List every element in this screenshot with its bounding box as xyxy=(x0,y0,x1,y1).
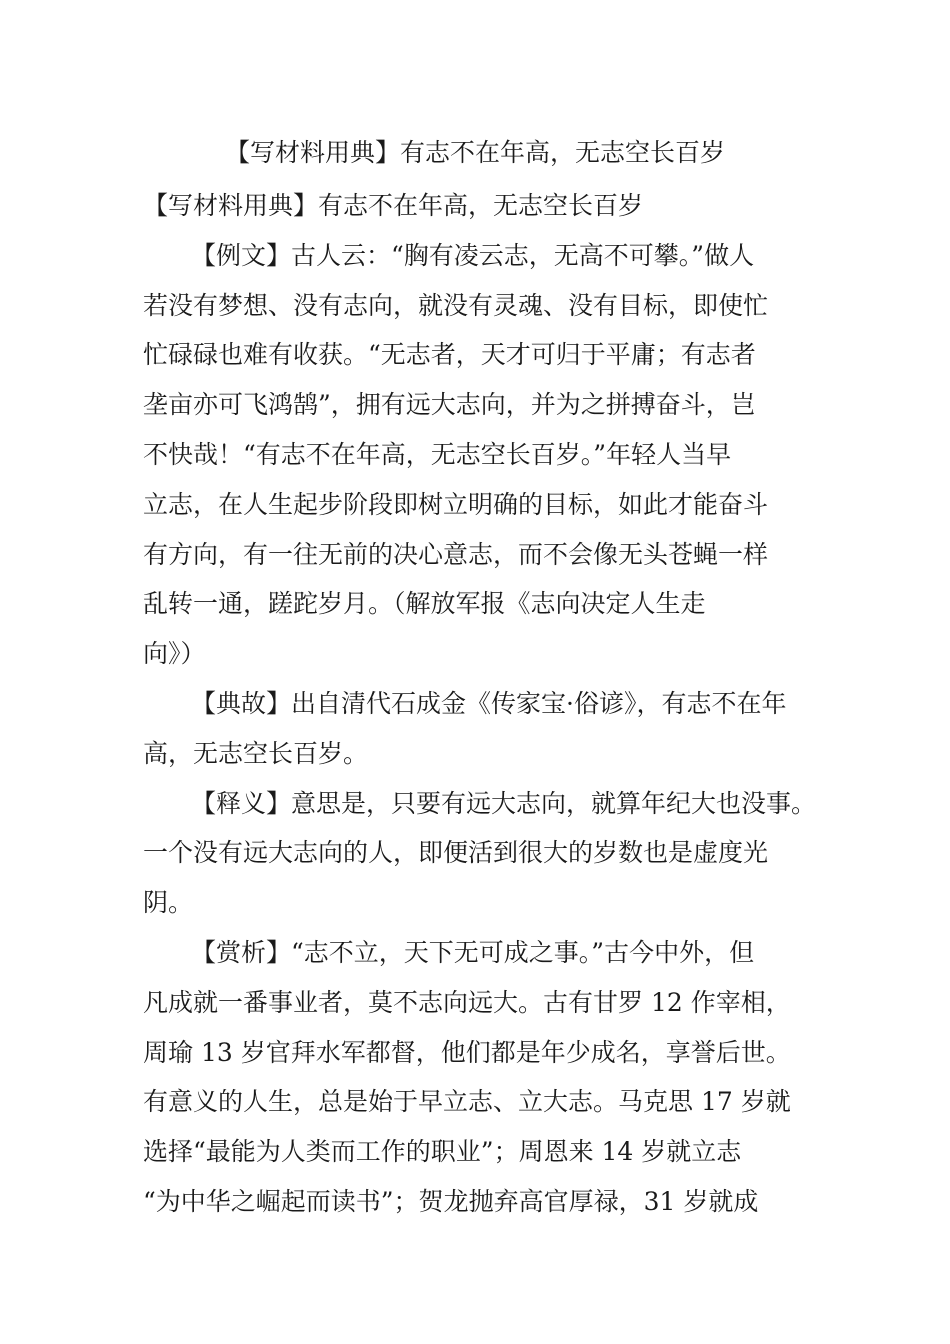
text-line: “为中华之崛起而读书”；贺龙抛弃高官厚禄，31 岁就成 xyxy=(143,1186,759,1216)
text-line: 垄亩亦可飞鸿鹄”，拥有远大志向，并为之拼搏奋斗，岂 xyxy=(143,390,756,420)
text-line: 周瑜 13 岁官拜水军都督，他们都是年少成名，享誉后世。 xyxy=(143,1037,791,1067)
text-line: 立志，在人生起步阶段即树立明确的目标，如此才能奋斗 xyxy=(143,489,769,519)
text-line: 不快哉！“有志不在年高，无志空长百岁。”年轻人当早 xyxy=(143,439,732,469)
text-line: 若没有梦想、没有志向，就没有灵魂、没有目标，即使忙 xyxy=(143,290,769,320)
text-line: 有意义的人生，总是始于早立志、立大志。马克思 17 岁就 xyxy=(143,1087,791,1117)
paragraph-meaning-start: 【释义】意思是，只要有远大志向，就算年纪大也没事。 xyxy=(191,788,817,818)
paragraph-allusion-start: 【典故】出自清代石成金《传家宝·俗谚》，有志不在年 xyxy=(191,688,787,718)
paragraph-appreciation-start: 【赏析】“志不立，天下无可成之事。”古今中外，但 xyxy=(191,937,755,967)
text-line: 【写材料用典】有志不在年高，无志空长百岁 xyxy=(143,191,644,220)
document-body xyxy=(143,181,817,1227)
text-line: 忙碌碌也难有收获。“无志者，天才可归于平庸；有志者 xyxy=(143,340,756,370)
text-line: 阴。 xyxy=(143,888,194,918)
document-title: 【写材料用典】有志不在年高，无志空长百岁 xyxy=(224,138,725,167)
paragraph-example-start: 【例文】古人云：“胸有凌云志，无高不可攀。”做人 xyxy=(191,240,755,270)
text-line: 高，无志空长百岁。 xyxy=(143,738,369,768)
text-line: 有方向，有一往无前的决心意志，而不会像无头苍蝇一样 xyxy=(143,539,769,569)
text-line: 乱转一通，蹉跎岁月。（解放军报《志向决定人生走 xyxy=(143,589,706,619)
text-line: 一个没有远大志向的人，即便活到很大的岁数也是虚度光 xyxy=(143,838,769,868)
text-line: 凡成就一番事业者，莫不志向远大。古有甘罗 12 作宰相， xyxy=(143,987,791,1017)
text-line: 选择“最能为人类而工作的职业”；周恩来 14 岁就立志 xyxy=(143,1137,742,1167)
text-line: 向》） xyxy=(143,639,206,669)
